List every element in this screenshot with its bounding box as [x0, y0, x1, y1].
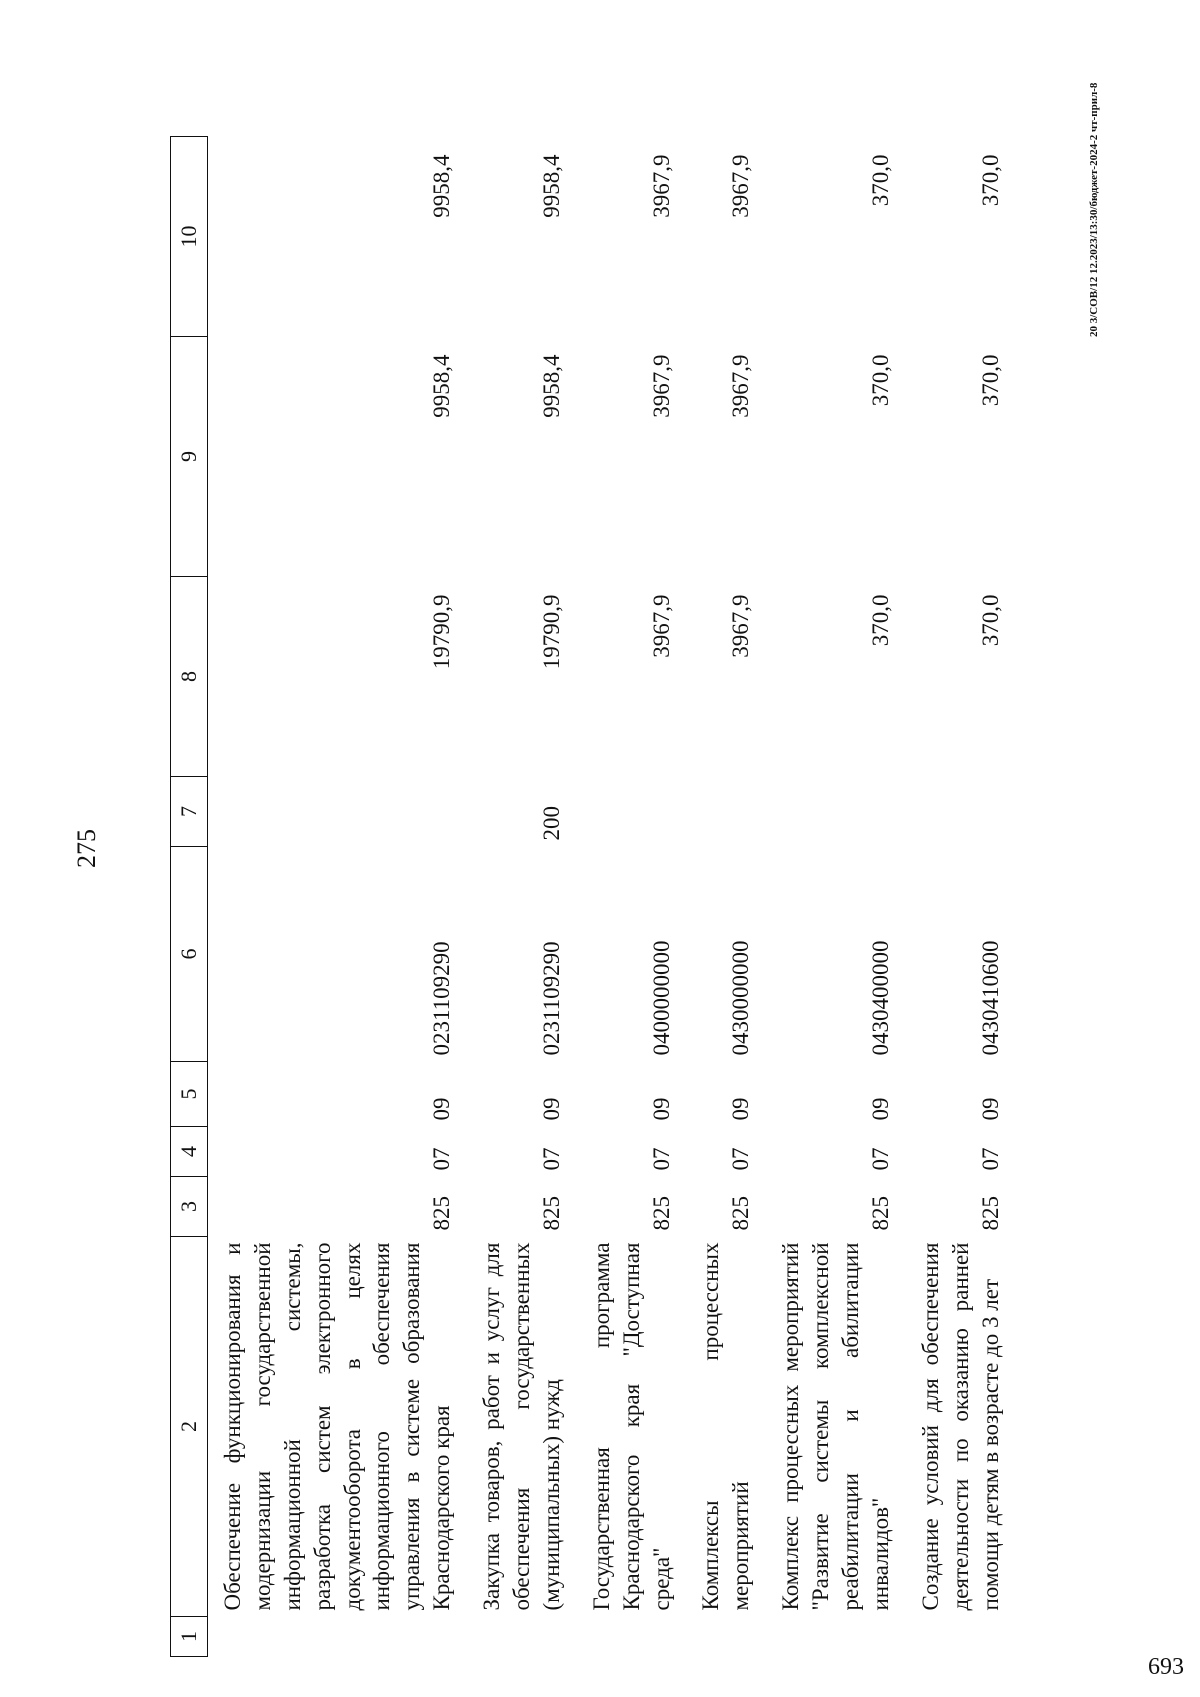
section-code: 07	[977, 1147, 1003, 1171]
table-row	[208, 137, 468, 1657]
amount-col-9: 3967,9	[648, 354, 674, 418]
row-marker	[766, 1617, 906, 1657]
amount-col-8: 370,0	[867, 594, 893, 647]
section-code: 07	[728, 1147, 754, 1171]
section-code: 07	[648, 1147, 674, 1171]
amount-col-8: 3967,9	[728, 594, 754, 658]
amount-col-10: 3967,9	[728, 154, 754, 218]
subsection-code: 09	[648, 1097, 674, 1121]
row-description: Комплекс процессных мероприятий "Развитие системы комплексной реабилитации и абилитации инвалидов"	[778, 1242, 893, 1611]
amount-col-8: 370,0	[977, 594, 1003, 647]
expense-type-code	[577, 777, 687, 847]
column-header-8: 8	[171, 577, 208, 777]
target-article-code: 0430410600	[977, 940, 1003, 1056]
row-marker	[208, 1617, 468, 1657]
amount-col-9: 370,0	[977, 354, 1003, 407]
ministry-code: 825	[429, 1196, 455, 1231]
corner-page-number: 693	[1148, 1654, 1184, 1680]
column-header-9: 9	[171, 337, 208, 577]
section-code: 07	[429, 1147, 455, 1171]
amount-col-8: 19790,9	[538, 594, 564, 670]
budget-table	[170, 136, 1015, 1657]
column-header-5: 5	[171, 1062, 208, 1127]
expense-type-code	[766, 777, 906, 847]
table-row	[467, 137, 577, 1657]
amount-col-9: 3967,9	[728, 354, 754, 418]
column-header-10: 10	[171, 137, 208, 337]
page-number: 275	[72, 829, 101, 868]
amount-col-8: 19790,9	[429, 594, 455, 670]
subsection-code: 09	[977, 1097, 1003, 1121]
table-row	[906, 137, 1016, 1657]
table-row	[577, 137, 687, 1657]
ministry-code: 825	[538, 1196, 564, 1231]
row-description: Создание условий для обеспечения деятельности по оказанию ранней помощи детям в возрасте до 3 лет	[917, 1242, 1003, 1611]
expense-type-code	[906, 777, 1016, 847]
expense-type-code	[686, 777, 766, 847]
row-description: Государственная программа Краснодарского края "Доступная среда"	[588, 1242, 674, 1611]
column-header-6: 6	[171, 847, 208, 1062]
amount-col-10: 370,0	[977, 154, 1003, 207]
target-article-code: 0430000000	[728, 940, 754, 1056]
column-header-7: 7	[171, 777, 208, 847]
row-marker	[467, 1617, 577, 1657]
amount-col-8: 3967,9	[648, 594, 674, 658]
expense-type-code: 200	[538, 806, 564, 841]
amount-col-10: 9958,4	[429, 154, 455, 218]
section-code: 07	[867, 1147, 893, 1171]
subsection-code: 09	[867, 1097, 893, 1121]
ministry-code: 825	[728, 1196, 754, 1231]
amount-col-9: 9958,4	[429, 354, 455, 418]
ministry-code: 825	[867, 1196, 893, 1231]
ministry-code: 825	[977, 1196, 1003, 1231]
section-code: 07	[538, 1147, 564, 1171]
ministry-code: 825	[648, 1196, 674, 1231]
subsection-code: 09	[728, 1097, 754, 1121]
amount-col-10: 370,0	[867, 154, 893, 207]
target-article-code: 0430400000	[867, 940, 893, 1056]
amount-col-9: 9958,4	[538, 354, 564, 418]
table-row	[686, 137, 766, 1657]
target-article-code: 0231109290	[429, 941, 455, 1056]
column-header-1: 1	[171, 1617, 208, 1657]
column-header-4: 4	[171, 1127, 208, 1177]
row-description: Обеспечение функционирования и модернизации государственной информационной системы, разработка систем электронного документооборота в целях информационного обеспечения управления в системе образования Краснодарского края	[220, 1242, 455, 1611]
amount-col-10: 3967,9	[648, 154, 674, 218]
row-marker	[577, 1617, 687, 1657]
expense-type-code	[208, 777, 468, 847]
subsection-code: 09	[429, 1097, 455, 1121]
document-reference: 20 3/СОВ/12 12.2023/13:30/бюджет-2024-2 чт-прил-8	[1088, 82, 1100, 337]
column-header-3: 3	[171, 1177, 208, 1237]
row-marker	[906, 1617, 1016, 1657]
amount-col-9: 370,0	[867, 354, 893, 407]
header-row	[171, 137, 208, 1657]
row-description: Закупка товаров, работ и услуг для обеспечения государственных (муниципальных) нужд	[479, 1242, 564, 1611]
amount-col-10: 9958,4	[538, 154, 564, 218]
table-row	[766, 137, 906, 1657]
row-marker	[686, 1617, 766, 1657]
target-article-code: 0400000000	[648, 940, 674, 1056]
subsection-code: 09	[538, 1097, 564, 1121]
target-article-code: 0231109290	[538, 941, 564, 1056]
row-description: Комплексы процессных мероприятий	[698, 1242, 754, 1611]
column-header-2: 2	[171, 1237, 208, 1617]
